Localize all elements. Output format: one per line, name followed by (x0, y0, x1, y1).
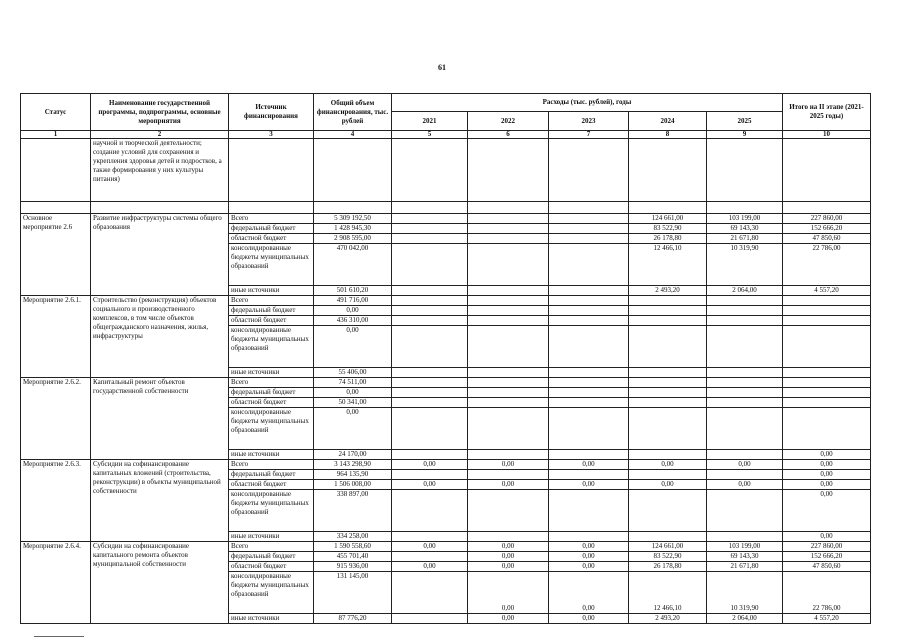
column-index: 7 (549, 131, 629, 139)
value-cell: 0,00 (468, 480, 549, 490)
value-cell (707, 388, 783, 398)
value-cell (629, 532, 707, 542)
header-status: Статус (21, 94, 91, 131)
value-cell (392, 306, 468, 316)
footer-line (34, 636, 84, 637)
value-cell: 0,00 (392, 562, 468, 572)
value-cell: 0,00 (549, 460, 629, 470)
value-cell: 0,00 (707, 480, 783, 490)
value-cell (468, 450, 549, 460)
value-cell: 12 466,10 (629, 244, 707, 286)
status-cell: Мероприятие 2.6.4. (21, 542, 91, 624)
value-cell (783, 378, 871, 388)
value-cell (549, 234, 629, 244)
value-cell: 964 135,90 (314, 470, 392, 480)
value-cell (783, 316, 871, 326)
value-cell: 12 466,10 (629, 572, 707, 614)
header-expenses: Расходы (тыс. рублей), годы (392, 94, 783, 112)
value-cell (707, 306, 783, 316)
value-cell: 0,00 (468, 542, 549, 552)
source-cell: иные источники (229, 368, 314, 378)
value-cell: 10 319,90 (707, 572, 783, 614)
source-cell: консолидированные бюджеты муниципальных образований (229, 326, 314, 368)
value-cell (468, 398, 549, 408)
source-cell: федеральный бюджет (229, 388, 314, 398)
value-cell (707, 326, 783, 368)
measure-name-cell: Субсидии на софинансирование капитальных вложений (строительства, реконструкции) в объекты муниципальной собственности (91, 460, 229, 542)
value-cell (549, 214, 629, 224)
value-cell (468, 224, 549, 234)
column-index: 2 (91, 131, 229, 139)
value-cell (549, 286, 629, 296)
value-cell (392, 378, 468, 388)
value-cell (629, 450, 707, 460)
value-cell (392, 368, 468, 378)
value-cell (468, 470, 549, 480)
value-cell (549, 388, 629, 398)
value-cell (392, 316, 468, 326)
value-cell (549, 316, 629, 326)
value-cell: 22 786,00 (783, 244, 871, 286)
financing-table (20, 93, 871, 624)
header-year: 2024 (629, 112, 707, 131)
value-cell: 5 309 192,50 (314, 214, 392, 224)
value-cell (468, 306, 549, 316)
value-cell (707, 532, 783, 542)
source-cell: Всего (229, 296, 314, 306)
value-cell (468, 368, 549, 378)
value-cell (468, 244, 549, 286)
value-cell: 0,00 (783, 532, 871, 542)
value-cell: 0,00 (314, 306, 392, 316)
value-cell (783, 408, 871, 450)
value-cell (392, 398, 468, 408)
value-cell: 2 064,00 (707, 614, 783, 624)
value-cell: 455 701,40 (314, 552, 392, 562)
value-cell: 470 042,00 (314, 244, 392, 286)
value-cell: 26 178,80 (629, 234, 707, 244)
value-cell: 491 716,00 (314, 296, 392, 306)
continuation-status (21, 139, 91, 202)
value-cell (707, 398, 783, 408)
column-index-row (21, 131, 871, 139)
value-cell (468, 388, 549, 398)
value-cell (629, 316, 707, 326)
value-cell: 0,00 (468, 572, 549, 614)
measure-name-cell: Строительство (реконструкция) объектов социального и производственного комплексов, в том числе объектов общегражданского назначения, жилья, инфраструктуры (91, 296, 229, 378)
value-cell: 0,00 (314, 326, 392, 368)
header-stage-total: Итого на II этапе (2021-2025 годы) (783, 94, 871, 131)
source-cell: консолидированные бюджеты муниципальных образований (229, 244, 314, 286)
source-cell: Всего (229, 378, 314, 388)
status-cell: Мероприятие 2.6.2. (21, 378, 91, 460)
value-cell: 1 506 008,00 (314, 480, 392, 490)
value-cell: 227 860,00 (783, 214, 871, 224)
value-cell (392, 614, 468, 624)
header-year: 2022 (468, 112, 549, 131)
value-cell: 0,00 (629, 460, 707, 470)
value-cell (707, 316, 783, 326)
value-cell (783, 296, 871, 306)
value-cell (549, 244, 629, 286)
spacer-row (21, 202, 871, 214)
table-row (21, 214, 871, 224)
value-cell: 334 258,00 (314, 532, 392, 542)
value-cell: 0,00 (549, 542, 629, 552)
value-cell: 47 850,60 (783, 234, 871, 244)
value-cell: 4 557,20 (783, 286, 871, 296)
value-cell (468, 316, 549, 326)
value-cell (468, 286, 549, 296)
value-cell: 0,00 (314, 388, 392, 398)
source-cell: иные источники (229, 532, 314, 542)
value-cell (629, 368, 707, 378)
source-cell: областной бюджет (229, 234, 314, 244)
column-index: 6 (468, 131, 549, 139)
value-cell: 24 170,00 (314, 450, 392, 460)
value-cell (707, 490, 783, 532)
header-year: 2021 (392, 112, 468, 131)
value-cell: 22 786,00 (783, 572, 871, 614)
value-cell: 0,00 (783, 460, 871, 470)
source-cell: федеральный бюджет (229, 224, 314, 234)
source-cell: областной бюджет (229, 562, 314, 572)
value-cell: 501 610,20 (314, 286, 392, 296)
value-cell: 83 522,90 (629, 224, 707, 234)
value-cell (549, 378, 629, 388)
value-cell: 131 145,00 (314, 572, 392, 614)
value-cell: 1 428 945,30 (314, 224, 392, 234)
value-cell: 0,00 (707, 460, 783, 470)
value-cell (549, 532, 629, 542)
source-cell: областной бюджет (229, 316, 314, 326)
value-cell (392, 450, 468, 460)
value-cell: 26 178,80 (629, 562, 707, 572)
value-cell: 2 908 595,00 (314, 234, 392, 244)
source-cell: областной бюджет (229, 480, 314, 490)
table-row (21, 542, 871, 552)
column-index: 1 (21, 131, 91, 139)
value-cell: 103 199,00 (707, 214, 783, 224)
value-cell: 227 860,00 (783, 542, 871, 552)
value-cell: 0,00 (549, 562, 629, 572)
source-cell: федеральный бюджет (229, 306, 314, 316)
value-cell (629, 296, 707, 306)
value-cell: 0,00 (549, 552, 629, 562)
value-cell: 0,00 (783, 480, 871, 490)
value-cell (783, 398, 871, 408)
header-total: Общий объем финансирования, тыс. рублей (314, 94, 392, 131)
source-cell: консолидированные бюджеты муниципальных образований (229, 408, 314, 450)
value-cell (549, 326, 629, 368)
value-cell: 0,00 (549, 480, 629, 490)
header-source: Источник финансирования (229, 94, 314, 131)
continuation-text: научной и творческой деятельности; создание условий для сохранения и укрепления здоровья детей и подростков, а также формирования у них культуры питания) (91, 139, 229, 202)
column-index: 5 (392, 131, 468, 139)
value-cell (629, 306, 707, 316)
source-cell: федеральный бюджет (229, 470, 314, 480)
value-cell (707, 296, 783, 306)
value-cell (468, 378, 549, 388)
column-index: 9 (707, 131, 783, 139)
table-row (21, 460, 871, 470)
source-cell: Всего (229, 460, 314, 470)
status-cell: Основное мероприятие 2.6 (21, 214, 91, 296)
value-cell: 21 671,80 (707, 562, 783, 572)
measure-name-cell: Субсидии на софинансирование капитального ремонта объектов муниципальной собственности (91, 542, 229, 624)
value-cell (707, 378, 783, 388)
value-cell: 1 590 558,60 (314, 542, 392, 552)
value-cell (392, 296, 468, 306)
page-number: 61 (438, 63, 446, 72)
value-cell (707, 470, 783, 480)
value-cell (629, 398, 707, 408)
value-cell: 0,00 (629, 480, 707, 490)
status-cell: Мероприятие 2.6.1. (21, 296, 91, 378)
source-cell: Всего (229, 214, 314, 224)
value-cell: 0,00 (468, 562, 549, 572)
value-cell: 0,00 (549, 572, 629, 614)
value-cell (392, 214, 468, 224)
value-cell (707, 368, 783, 378)
header-year: 2023 (549, 112, 629, 131)
value-cell: 103 199,00 (707, 542, 783, 552)
value-cell (392, 470, 468, 480)
value-cell: 2 493,20 (629, 286, 707, 296)
value-cell: 0,00 (314, 408, 392, 450)
value-cell (392, 234, 468, 244)
value-cell: 436 310,00 (314, 316, 392, 326)
source-cell: консолидированные бюджеты муниципальных образований (229, 490, 314, 532)
value-cell (392, 388, 468, 398)
value-cell (549, 368, 629, 378)
value-cell (468, 408, 549, 450)
value-cell: 152 666,20 (783, 552, 871, 562)
value-cell (549, 408, 629, 450)
value-cell (629, 470, 707, 480)
value-cell: 0,00 (549, 614, 629, 624)
value-cell: 4 557,20 (783, 614, 871, 624)
value-cell: 124 661,00 (629, 214, 707, 224)
value-cell (468, 234, 549, 244)
source-cell: областной бюджет (229, 398, 314, 408)
value-cell (629, 326, 707, 368)
value-cell (629, 378, 707, 388)
value-cell (468, 326, 549, 368)
value-cell (549, 490, 629, 532)
value-cell: 3 143 298,90 (314, 460, 392, 470)
value-cell (392, 572, 468, 614)
value-cell (468, 490, 549, 532)
value-cell: 47 850,60 (783, 562, 871, 572)
value-cell: 0,00 (392, 542, 468, 552)
value-cell: 10 319,90 (707, 244, 783, 286)
value-cell (783, 326, 871, 368)
column-index: 3 (229, 131, 314, 139)
measure-name-cell: Капитальный ремонт объектов государственной собственности (91, 378, 229, 460)
value-cell: 124 661,00 (629, 542, 707, 552)
value-cell: 0,00 (468, 460, 549, 470)
table-row (21, 378, 871, 388)
value-cell (392, 408, 468, 450)
source-cell: иные источники (229, 614, 314, 624)
source-cell: иные источники (229, 450, 314, 460)
value-cell: 50 341,00 (314, 398, 392, 408)
value-cell: 152 666,20 (783, 224, 871, 234)
value-cell (707, 408, 783, 450)
status-cell: Мероприятие 2.6.3. (21, 460, 91, 542)
value-cell: 55 406,00 (314, 368, 392, 378)
source-cell: Всего (229, 542, 314, 552)
value-cell (549, 450, 629, 460)
value-cell (629, 408, 707, 450)
value-cell (392, 244, 468, 286)
value-cell (468, 214, 549, 224)
header-row (21, 94, 871, 112)
value-cell (392, 326, 468, 368)
value-cell: 0,00 (392, 480, 468, 490)
value-cell: 0,00 (783, 450, 871, 460)
source-cell: консолидированные бюджеты муниципальных образований (229, 572, 314, 614)
value-cell (783, 306, 871, 316)
value-cell (549, 296, 629, 306)
value-cell (392, 224, 468, 234)
header-year: 2025 (707, 112, 783, 131)
value-cell (629, 490, 707, 532)
value-cell: 2 064,00 (707, 286, 783, 296)
column-index: 10 (783, 131, 871, 139)
value-cell (392, 552, 468, 562)
source-cell: федеральный бюджет (229, 552, 314, 562)
value-cell (392, 532, 468, 542)
measure-name-cell: Развитие инфраструктуры системы общего образования (91, 214, 229, 296)
value-cell (392, 490, 468, 532)
continuation-row (21, 139, 871, 202)
value-cell: 83 522,90 (629, 552, 707, 562)
value-cell: 338 897,00 (314, 490, 392, 532)
source-cell: иные источники (229, 286, 314, 296)
table-row (21, 296, 871, 306)
value-cell: 2 493,20 (629, 614, 707, 624)
value-cell (549, 224, 629, 234)
value-cell (629, 388, 707, 398)
value-cell: 69 143,30 (707, 552, 783, 562)
value-cell (549, 306, 629, 316)
value-cell: 87 776,20 (314, 614, 392, 624)
value-cell (783, 388, 871, 398)
value-cell: 74 511,00 (314, 378, 392, 388)
value-cell: 915 936,00 (314, 562, 392, 572)
value-cell: 0,00 (392, 460, 468, 470)
column-index: 4 (314, 131, 392, 139)
value-cell (392, 286, 468, 296)
value-cell (707, 450, 783, 460)
value-cell: 0,00 (783, 490, 871, 532)
value-cell (549, 470, 629, 480)
value-cell (549, 398, 629, 408)
value-cell (783, 368, 871, 378)
value-cell: 69 143,30 (707, 224, 783, 234)
column-index: 8 (629, 131, 707, 139)
value-cell: 0,00 (468, 614, 549, 624)
value-cell: 0,00 (468, 552, 549, 562)
value-cell: 0,00 (783, 470, 871, 480)
value-cell (468, 532, 549, 542)
value-cell (468, 296, 549, 306)
value-cell: 21 671,80 (707, 234, 783, 244)
header-name: Наименование государственной программы, подпрограммы, основные мероприятия (91, 94, 229, 131)
